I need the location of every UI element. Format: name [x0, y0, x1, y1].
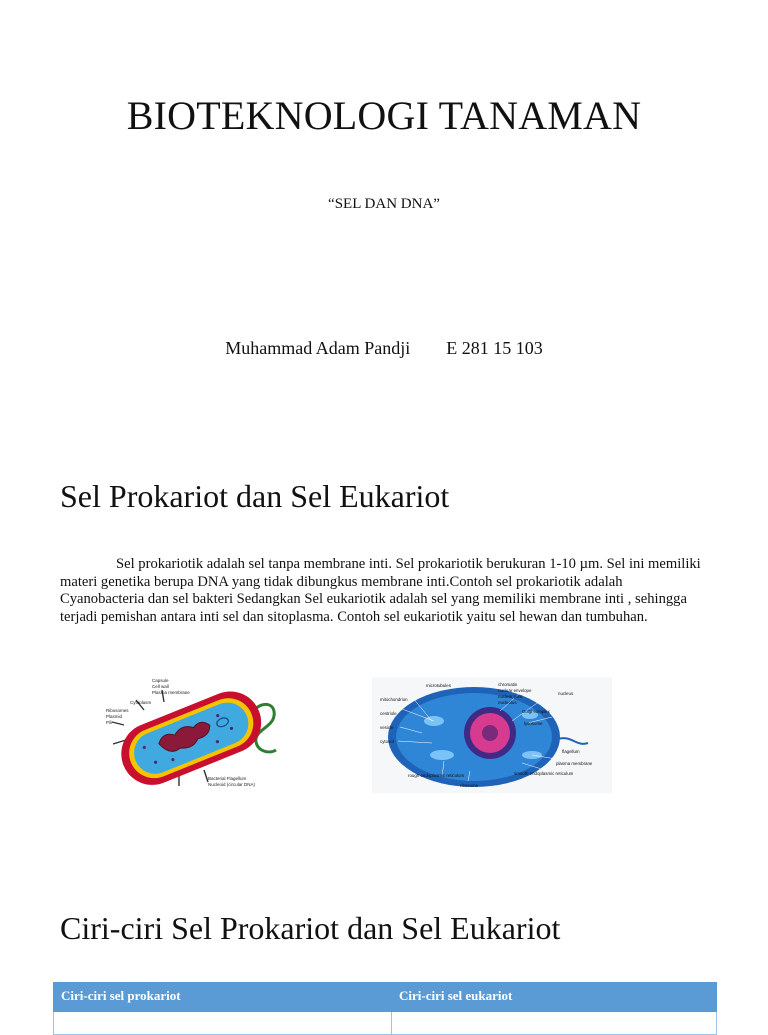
author-name: Muhammad Adam Pandji — [225, 338, 411, 358]
section-paragraph: Sel prokariotik adalah sel tanpa membrane inti. Sel prokariotik berukuran 1-10 µm. Sel ini memiliki materi genetika berupa DNA yang tidak dibungkus membrane inti.Contoh sel prokariotik adalah Cyanobacteria dan sel bakteri Sedangkan Sel eukariotik adalah sel yang memiliki membrane inti , sehingga terjadi pemishan antara inti sel dan sitoplasma. Contoh sel eukariotik yaitu sel hewan dan tumbuhan. — [60, 556, 701, 625]
label-capsule: Capsule — [152, 678, 169, 683]
table-header-eukaryote: Ciri-ciri sel eukariot — [392, 983, 717, 1012]
label-cell-wall: Cell wall — [152, 684, 169, 689]
table-row — [54, 1012, 717, 1035]
label-chromatin: chromatin — [498, 682, 518, 687]
author-line — [0, 338, 768, 359]
label-ribosome: ribosome — [460, 783, 479, 788]
table-cell — [54, 1012, 392, 1035]
label-golgi: Golgi complex — [522, 709, 550, 714]
table-cell — [392, 1012, 717, 1035]
section-heading-characteristics: Ciri-ciri Sel Prokariot dan Sel Eukariot — [60, 910, 561, 946]
label-smooth-er: smooth endoplasmic reticulum — [514, 771, 574, 776]
document-subtitle: “SEL DAN DNA” — [328, 196, 440, 212]
label-plasmid: Plasmid — [106, 714, 123, 719]
table-header-row — [54, 983, 717, 1012]
label-mitochondrion: mitochondrion — [380, 697, 408, 702]
section-heading-cells: Sel Prokariot dan Sel Eukariot — [60, 478, 450, 514]
label-cytosol: cytosol — [380, 739, 394, 744]
label-lysosome: lysosome — [524, 721, 543, 726]
label-nucleus: nucleus — [558, 691, 574, 696]
student-id: E 281 15 103 — [446, 338, 543, 358]
label-flagellum: Bacterial Flagellum — [208, 776, 247, 781]
label-flagellum-euk: flagellum — [562, 749, 580, 754]
label-nucleolus: nucleolus — [498, 700, 517, 705]
table-header-prokaryote: Ciri-ciri sel prokariot — [54, 983, 392, 1012]
label-centriole: centriole — [380, 711, 397, 716]
document-title: BIOTEKNOLOGI TANAMAN — [126, 93, 642, 138]
eukaryote-cell-figure — [372, 677, 612, 793]
label-plasma-membrane-euk: plasma membrane — [556, 761, 593, 766]
label-nucleoid: Nucleoid (circular DNA) — [208, 782, 256, 787]
label-microtubules: microtubules — [426, 683, 451, 688]
label-cytoplasm: Cytoplasm — [130, 700, 152, 705]
label-nuclear-pore: nuclear pore — [498, 694, 523, 699]
label-pili: Pili — [106, 720, 113, 725]
comparison-table — [53, 982, 717, 1035]
label-nuclear-envelope: nuclear envelope — [498, 688, 532, 693]
label-rough-er: rough endoplasmic reticulum — [408, 773, 465, 778]
label-plasma-membrane: Plasma membrane — [152, 690, 190, 695]
label-vesicle: vesicle — [380, 725, 394, 730]
prokaryote-cell-figure — [104, 670, 294, 790]
label-ribosomes: Ribosomes — [106, 708, 129, 713]
